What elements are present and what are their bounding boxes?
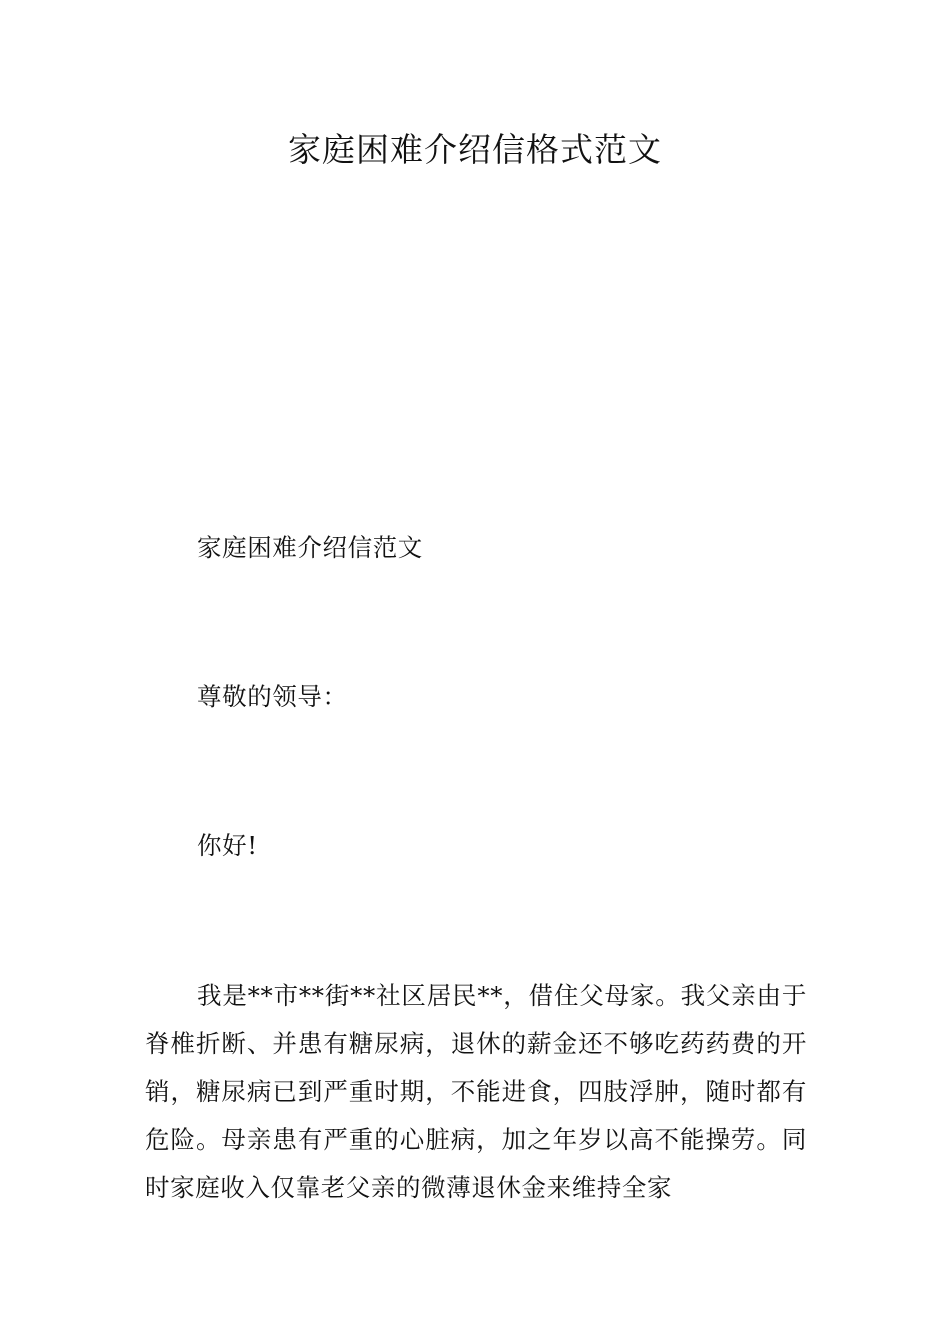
letter-salutation: 尊敬的领导： [197,682,348,711]
letter-greeting: 你好! [197,831,258,860]
document-title: 家庭困难介绍信格式范文 [288,130,662,169]
letter-body-paragraph: 我是**市**街**社区居民**，借住父母家。我父亲由于脊椎折断、并患有糖尿病，退休的薪金还不够吃药药费的开销，糖尿病已到严重时期，不能进食，四肢浮肿，随时都有危险。母亲患有严重的心脏病，加之年岁以高不能操劳。同时家庭收入仅靠老父亲的微薄退休金来维持全家 [145,981,807,1202]
letter-heading: 家庭困难介绍信范文 [197,533,423,562]
